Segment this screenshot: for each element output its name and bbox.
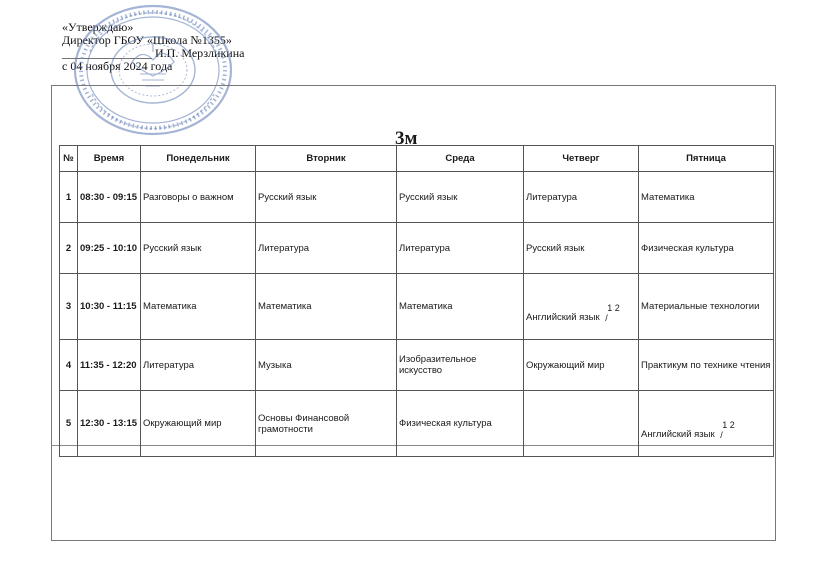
tuesday-subject: Основы Финансовой грамотности [256, 391, 397, 457]
friday-subject: Физическая культура [639, 223, 774, 274]
class-title: 3м [395, 128, 418, 149]
approval-line-3: _______________ И.П. Мерзликина [62, 46, 245, 60]
thursday-subject [524, 391, 639, 457]
lesson-number: 1 [60, 172, 78, 223]
monday-subject: Литература [141, 340, 256, 391]
wednesday-subject: Русский язык [397, 172, 524, 223]
thursday-subject: Окружающий мир [524, 340, 639, 391]
monday-subject: Окружающий мир [141, 391, 256, 457]
group-separator: / [605, 313, 608, 323]
lesson-row [60, 274, 774, 340]
lesson-number: 3 [60, 274, 78, 340]
group-numbers: 1 2 [722, 420, 735, 430]
lesson-number: 5 [60, 391, 78, 457]
wednesday-subject: Литература [397, 223, 524, 274]
header-wednesday: Среда [397, 146, 524, 172]
thursday-subject: Русский язык [524, 223, 639, 274]
lesson-time: 08:30 - 09:15 [78, 172, 141, 223]
wednesday-subject: Математика [397, 274, 524, 340]
approval-line-1: «Утверждаю» [62, 20, 134, 34]
group-separator: / [720, 430, 723, 440]
thursday-subject-cell [524, 274, 639, 340]
header-time: Время [78, 146, 141, 172]
monday-subject: Разговоры о важном [141, 172, 256, 223]
group-numbers: 1 2 [607, 303, 620, 313]
header-num: № [60, 146, 78, 172]
lesson-time: 11:35 - 12:20 [78, 340, 141, 391]
lesson-row [60, 391, 774, 457]
schedule-table [59, 145, 774, 457]
friday-subject: Английский язык [641, 429, 715, 440]
monday-subject: Русский язык [141, 223, 256, 274]
thursday-subject: Литература [524, 172, 639, 223]
header-tuesday: Вторник [256, 146, 397, 172]
lesson-number: 2 [60, 223, 78, 274]
lesson-row [60, 172, 774, 223]
friday-subject-cell [639, 391, 774, 457]
friday-subject: Математика [639, 172, 774, 223]
group-split [605, 303, 623, 323]
tuesday-subject: Математика [256, 274, 397, 340]
friday-subject: Материальные технологии [639, 274, 774, 340]
lesson-number: 4 [60, 340, 78, 391]
header-thursday: Четверг [524, 146, 639, 172]
lesson-time: 12:30 - 13:15 [78, 391, 141, 457]
wednesday-subject: Физическая культура [397, 391, 524, 457]
tuesday-subject: Музыка [256, 340, 397, 391]
wednesday-subject: Изобразительное искусство [397, 340, 524, 391]
lesson-time: 09:25 - 10:10 [78, 223, 141, 274]
header-friday: Пятница [639, 146, 774, 172]
lesson-row [60, 340, 774, 391]
tuesday-subject: Русский язык [256, 172, 397, 223]
header-row [60, 146, 774, 172]
tuesday-subject: Литература [256, 223, 397, 274]
approval-line-2: Директор ГБОУ «Школа №1355» [62, 33, 232, 47]
header-monday: Понедельник [141, 146, 256, 172]
lesson-row [60, 223, 774, 274]
approval-line-4: с 04 ноября 2024 года [62, 59, 173, 73]
friday-subject: Практикум по технике чтения [639, 340, 774, 391]
thursday-subject: Английский язык [526, 312, 600, 323]
group-split [720, 420, 738, 440]
lesson-time: 10:30 - 11:15 [78, 274, 141, 340]
monday-subject: Математика [141, 274, 256, 340]
